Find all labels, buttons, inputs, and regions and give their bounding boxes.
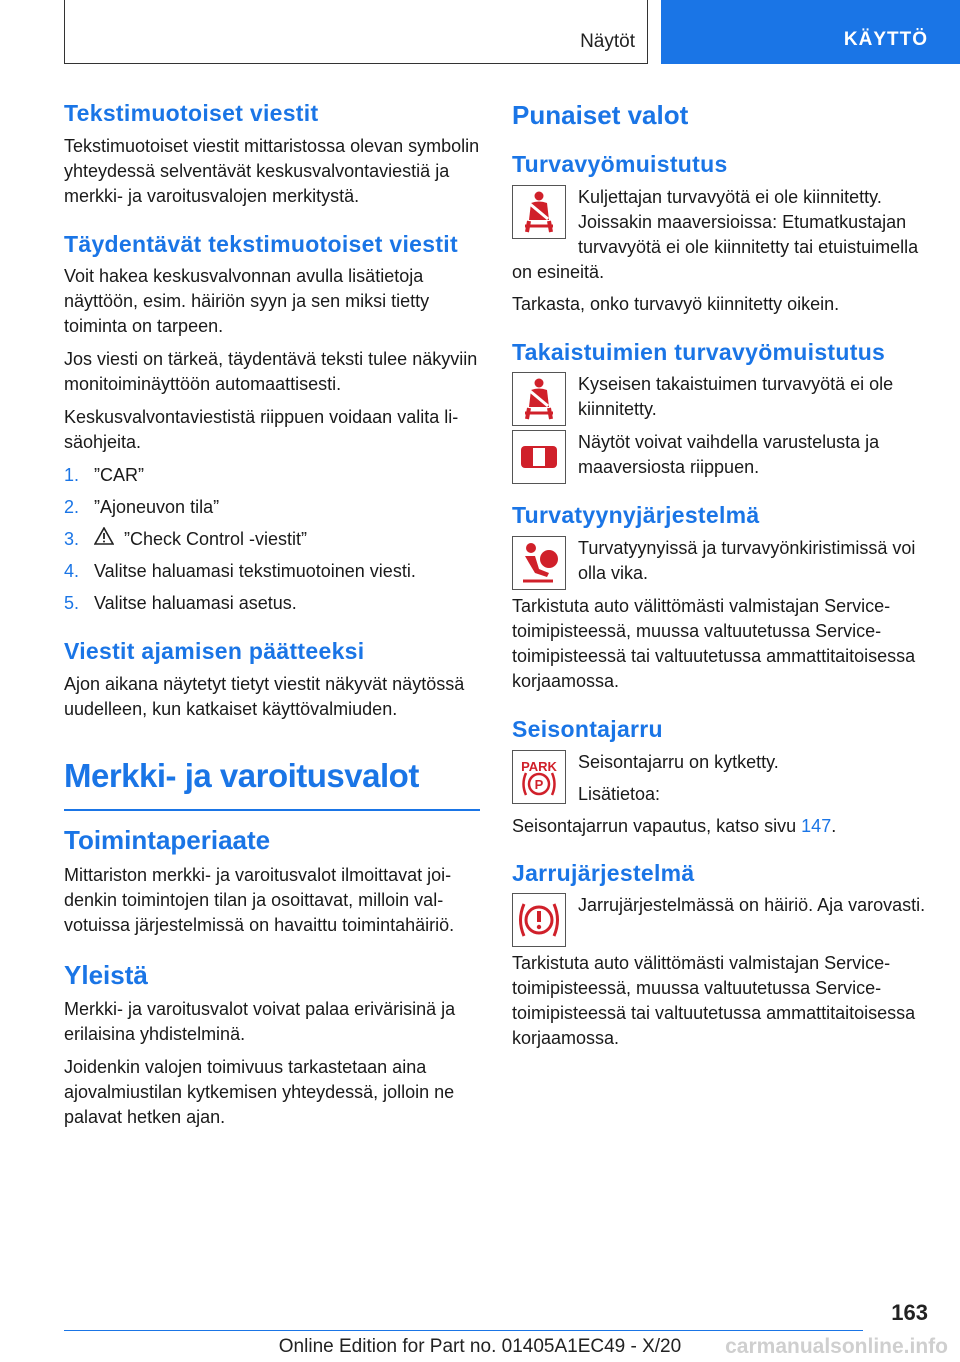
heading-text-messages: Tekstimuotoiset viestit <box>64 100 319 126</box>
rear-belt-paragraph-2: Näytöt voivat vaihdella varustelusta ja maaversiosta riippuen. <box>578 432 880 478</box>
after-driving-paragraph: Ajon aikana näytetyt tietyt viestit näkyvät näytössä uudelleen, kun katkaiset käyttövalmiuden. <box>64 673 465 719</box>
text-messages-paragraph: Tekstimuotoiset viestit mittaristossa olevan symbolin yhteydessä selventävät keskusvalvontaviestiä ja merkki- ja varoitusvalojen merkitystä. <box>64 135 480 206</box>
list-item: 2. ”Ajoneuvon tila” <box>64 497 220 518</box>
supplementary-paragraph-2: Jos viesti on tärkeä, täydentävä teksti tulee näkyviin monitoiminäyttöön automaattisesti. <box>64 349 478 395</box>
seatbelt-icon <box>512 372 566 426</box>
brake-warning-icon <box>512 893 566 947</box>
list-item: 4. Valitse haluamasi tekstimuotoinen viesti. <box>64 561 416 582</box>
general-paragraph-2: Joidenkin valojen toimivuus tarkastetaan aina ajovalmiustilan kytkemisen yhteydessä, jolloin ne palavat hetken ajan. <box>64 1056 455 1127</box>
main-heading: Merkki- ja varoitusvalot <box>64 756 480 812</box>
footer-divider <box>64 1330 863 1331</box>
belt-paragraph-2: Tarkasta, onko turvavyö kiinnitetty oikein. <box>512 293 840 314</box>
heading-belt-reminder: Turvavyömuistutus <box>512 151 728 178</box>
airbag-paragraph-2: Tarkistuta auto välittömästi valmistajan Service-toimipisteessä, muussa valtuutetussa Service-toimipisteessä tai valtuutetussa ammattitaitoisessa korjaamossa. <box>512 595 916 691</box>
header-box <box>64 0 648 64</box>
seatbelt-icon <box>512 185 566 239</box>
heading-airbag-system: Turvatyynyjärjestelmä <box>512 502 760 529</box>
parking-brake-indicator <box>512 750 928 846</box>
page-number: 163 <box>891 1300 928 1325</box>
brake-paragraph-2: Tarkistuta auto välittömästi valmistajan Service-toimipisteessä, muussa valtuutetussa Service-toimipisteessä tai valtuutetussa ammattitaitoisessa korjaamossa. <box>512 953 916 1049</box>
watermark: carmanualsonline.info <box>725 1335 948 1358</box>
rear-belt-indicator <box>512 372 928 430</box>
heading-rear-belt-reminder: Takaistuimien turvavyömuistutus <box>512 338 886 365</box>
principle-paragraph: Mittariston merkki- ja varoitusvalot ilmoittavat joidenkin toimintojen tilan ja osoittavat, milloin valvotuissa järjestelmissä on havaittu toimintahäiriö. <box>64 864 455 935</box>
heading-parking-brake: Seisontajarru <box>512 715 663 742</box>
park-paragraph-2: Lisätietoa: <box>578 783 661 804</box>
header-tab[interactable]: KÄYTTÖ <box>661 0 960 64</box>
list-item: 1. ”CAR” <box>64 465 144 486</box>
park-paragraph-1: Seisontajarru on kytketty. <box>578 751 779 772</box>
brake-paragraph-1: Jarrujärjestelmässä on häiriö. Aja varovasti. <box>578 895 926 916</box>
right-column <box>512 100 928 1059</box>
belt-reminder-indicator <box>512 185 928 292</box>
supplementary-paragraph-3: Keskusvalvontaviestistä riippuen voidaan valita lisäohjeita. <box>64 407 459 453</box>
heading-red-lights: Punaiset valot <box>512 100 689 130</box>
park-paragraph-3: Seisontajarrun vapautus, katso sivu 147. <box>512 815 837 836</box>
park-icon-label: PARK <box>521 758 557 774</box>
steps-list <box>64 463 480 616</box>
rear-seat-indicator <box>512 430 928 488</box>
footer-edition: Online Edition for Part no. 01405A1EC49 - X/20 <box>278 1336 682 1357</box>
list-item: 5. Valitse haluamasi asetus. <box>64 593 297 614</box>
page-link[interactable]: 147 <box>801 815 832 836</box>
brake-indicator <box>512 893 928 951</box>
general-paragraph-1: Merkki- ja varoitusvalot voivat palaa erivärisinä ja erilaisina yhdistelminä. <box>64 998 456 1044</box>
list-item: 3. ”Check Control -viestit” <box>64 527 480 552</box>
airbag-icon <box>512 536 566 590</box>
airbag-indicator <box>512 536 928 594</box>
heading-brake-system: Jarrujärjestelmä <box>512 859 695 886</box>
park-icon <box>512 750 566 804</box>
warning-triangle-icon <box>94 527 114 552</box>
heading-messages-after-driving: Viestit ajamisen päätteeksi <box>64 638 365 665</box>
heading-general: Yleistä <box>64 959 148 990</box>
heading-supplementary-messages: Täydentävät tekstimuotoiset viestit <box>64 230 458 257</box>
rear-seat-icon <box>512 430 566 484</box>
rear-belt-paragraph-1: Kyseisen takaistuimen turvavyötä ei ole kiinnitetty. <box>578 374 894 420</box>
header-section: Näytöt <box>580 31 635 52</box>
heading-principle: Toimintaperiaate <box>64 825 271 856</box>
supplementary-paragraph-1: Voit hakea keskusvalvonnan avulla lisätietoja näyttöön, esim. häiriön syyn ja sen miksi tietty toiminta on tarpeen. <box>64 266 430 337</box>
svg-text:P: P <box>534 776 544 792</box>
belt-paragraph-1: Kuljettajan turvavyötä ei ole kiinnitetty. Joissakin maaversioissa: Etumatkustajan turvavyötä ei ole kiinnitetty tai etuistuimella on esineitä. <box>512 186 919 282</box>
airbag-paragraph-1: Turvatyynyissä ja turvavyönkiristimissä voi olla vika. <box>578 537 916 583</box>
left-column <box>64 100 480 1138</box>
